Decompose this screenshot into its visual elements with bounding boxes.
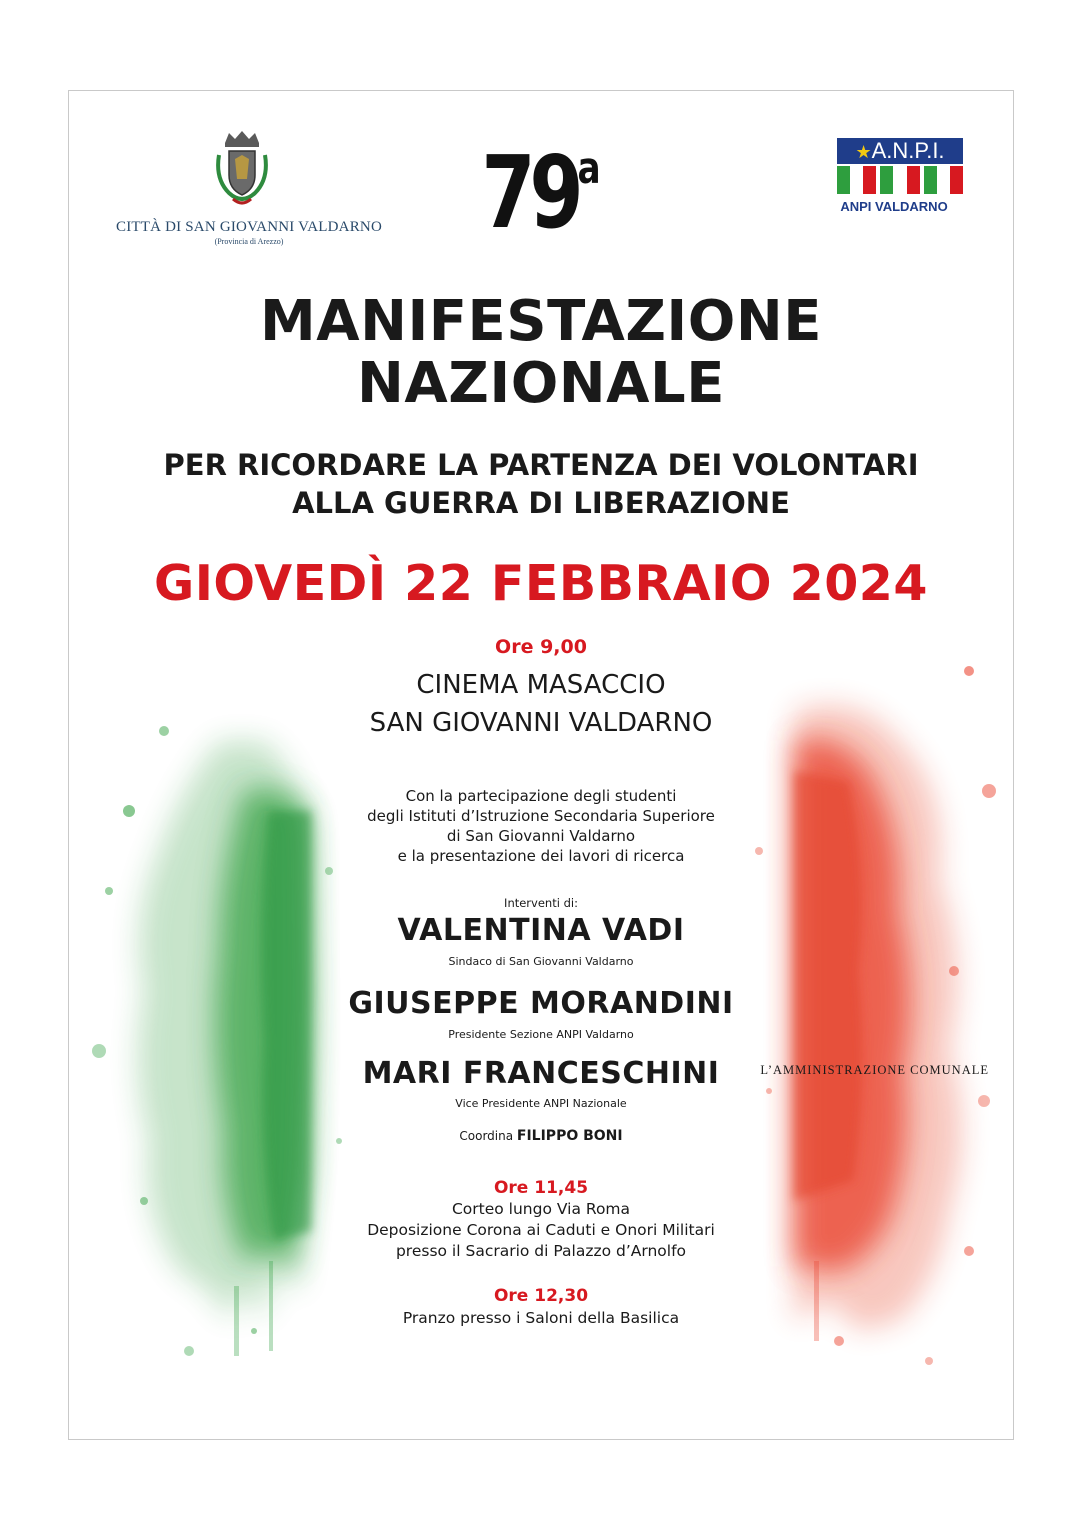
description-line: Con la partecipazione degli studenti (405, 787, 677, 805)
subtitle-line-1: PER RICORDARE LA PARTENZA DEI VOLONTARI (163, 448, 919, 482)
procession-line: presso il Sacrario di Palazzo d’Arnolfo (395, 1242, 687, 1260)
speaker-role: Vice Presidente ANPI Nazionale (455, 1097, 627, 1110)
procession-line: Deposizione Corona ai Caduti e Onori Militari (367, 1221, 715, 1239)
anpi-logo-text: A.N.P.I. (871, 138, 945, 163)
morning-time: Ore 9,00 (495, 636, 587, 658)
description-line: e la presentazione dei lavori di ricerca (397, 847, 685, 865)
description-line: degli Istituti d’Istruzione Secondaria Superiore (367, 807, 715, 825)
procession-line: Corteo lungo Via Roma (451, 1200, 631, 1218)
lunch-details: Pranzo presso i Saloni della Basilica (402, 1309, 680, 1327)
speaker-name: GIUSEPPE MORANDINI (348, 986, 734, 1021)
anpi-label: ANPI VALDARNO (840, 199, 948, 214)
edition-value: 79 (481, 134, 578, 251)
page-title (69, 291, 1013, 415)
venue-line-1: CINEMA MASACCIO (416, 670, 666, 700)
title-line-1: MANIFESTAZIONE (260, 289, 822, 354)
speaker-name: MARI FRANCESCHINI (362, 1056, 720, 1091)
city-province: (Provincia di Arezzo) (214, 237, 284, 246)
speaker-role: Presidente Sezione ANPI Valdarno (448, 1028, 634, 1041)
venue (69, 666, 1013, 742)
star-icon: ★ (855, 142, 872, 162)
subtitle-line-2: ALLA GUERRA DI LIBERAZIONE (292, 486, 790, 520)
city-name: CITTÀ DI SAN GIOVANNI VALDARNO (115, 219, 382, 235)
poster (68, 90, 1014, 1440)
procession-details (69, 1199, 1013, 1262)
venue-line-2: SAN GIOVANNI VALDARNO (369, 708, 713, 738)
title-line-2: NAZIONALE (357, 351, 725, 416)
procession-time: Ore 11,45 (493, 1178, 589, 1198)
coordinator-label: Coordina (459, 1129, 514, 1143)
event-date: GIOVEDÌ 22 FEBBRAIO 2024 (153, 555, 928, 612)
edition-suffix: a (577, 143, 601, 194)
morning-description (69, 786, 1013, 866)
footer-signature: L’AMMINISTRAZIONE COMUNALE (760, 1063, 989, 1077)
coordinator-name: FILIPPO BONI (516, 1128, 623, 1144)
subtitle (69, 446, 1013, 522)
coordinator (69, 1128, 1013, 1144)
lunch-time: Ore 12,30 (493, 1286, 589, 1306)
speakers-intro: Interventi di: (504, 896, 578, 910)
description-line: di San Giovanni Valdarno (446, 827, 636, 845)
speaker-name: VALENTINA VADI (397, 913, 685, 948)
speaker-role: Sindaco di San Giovanni Valdarno (448, 955, 634, 968)
